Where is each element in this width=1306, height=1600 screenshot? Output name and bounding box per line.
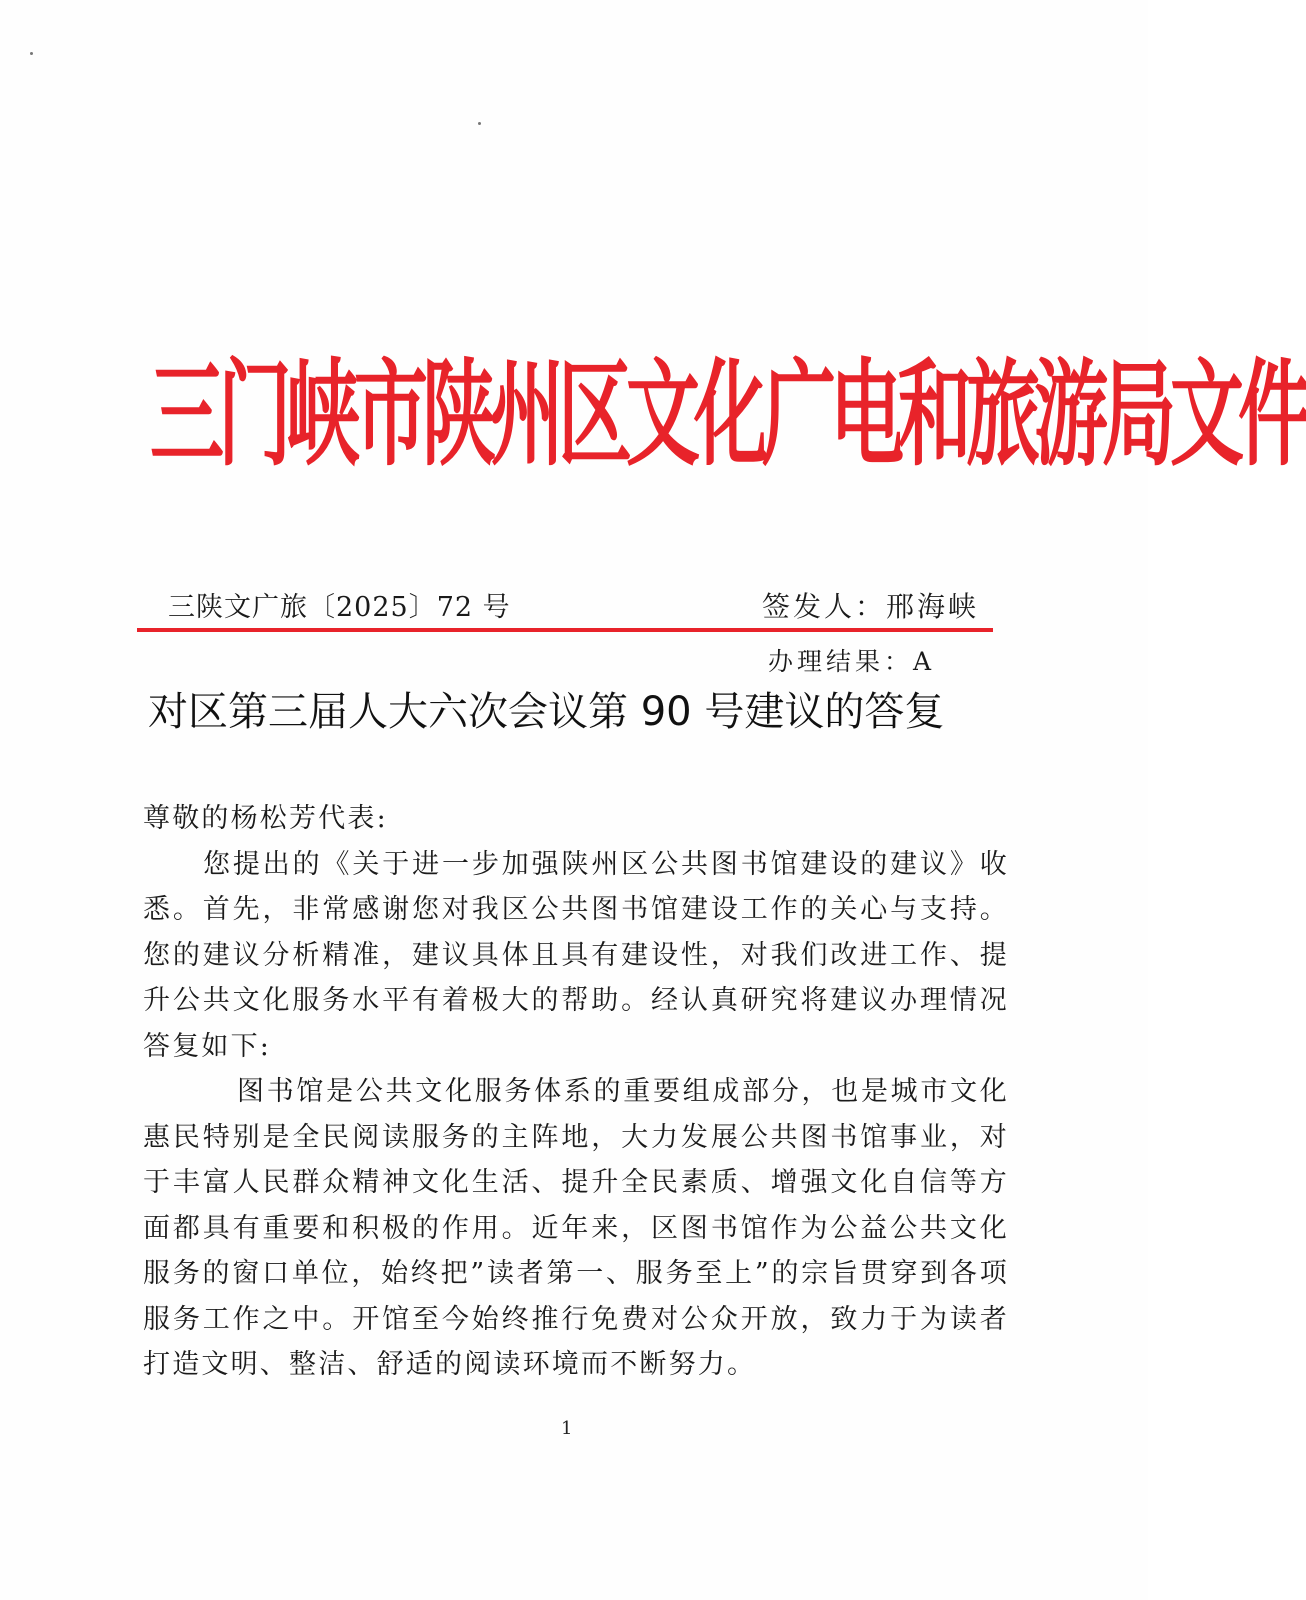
- scan-speck: [30, 52, 33, 55]
- header-red-divider: [137, 628, 993, 632]
- body-paragraph-2: 图书馆是公共文化服务体系的重要组成部分，也是城市文化惠民特别是全民阅读服务的主阵地，大力发展公共图书馆事业，对于丰富人民群众精神文化生活、提升全民素质、增强文化自信等方面都具有重要和积极的作用。近年来，区图书馆作为公益公共文化服务的窗口单位，始终把”读者第一、服务至上”的宗旨贯穿到各项服务工作之中。开馆至今始终推行免费对公众开放，致力于为读者打造文明、整洁、舒适的阅读环境而不断努力。: [143, 1076, 1009, 1380]
- body-paragraph-1: 您提出的《关于进一步加强陕州区公共图书馆建设的建议》收悉。首先，非常感谢您对我区公共图书馆建设工作的关心与支持。您的建议分析精准，建议具体且具有建设性，对我们改进工作、提升公共文化服务水平有着极大的帮助。经认真研究将建议办理情况答复如下:: [143, 848, 1009, 1062]
- document-body: [143, 796, 1009, 1388]
- scan-speck: [478, 122, 481, 125]
- handling-result: 办理结果：A: [768, 647, 936, 676]
- salutation: 尊敬的杨松芳代表:: [143, 803, 388, 834]
- reply-title: 对区第三届人大六次会议第 90 号建议的答复: [148, 689, 945, 735]
- document-number: 三陕文广旅〔2025〕72 号: [168, 592, 511, 623]
- issuer-signature-line: 签发人：邢海峡: [762, 590, 980, 623]
- document-header-title: 三门峡市陕州区文化广电和旅游局文件: [150, 348, 1306, 482]
- page-number: 1: [561, 1418, 573, 1439]
